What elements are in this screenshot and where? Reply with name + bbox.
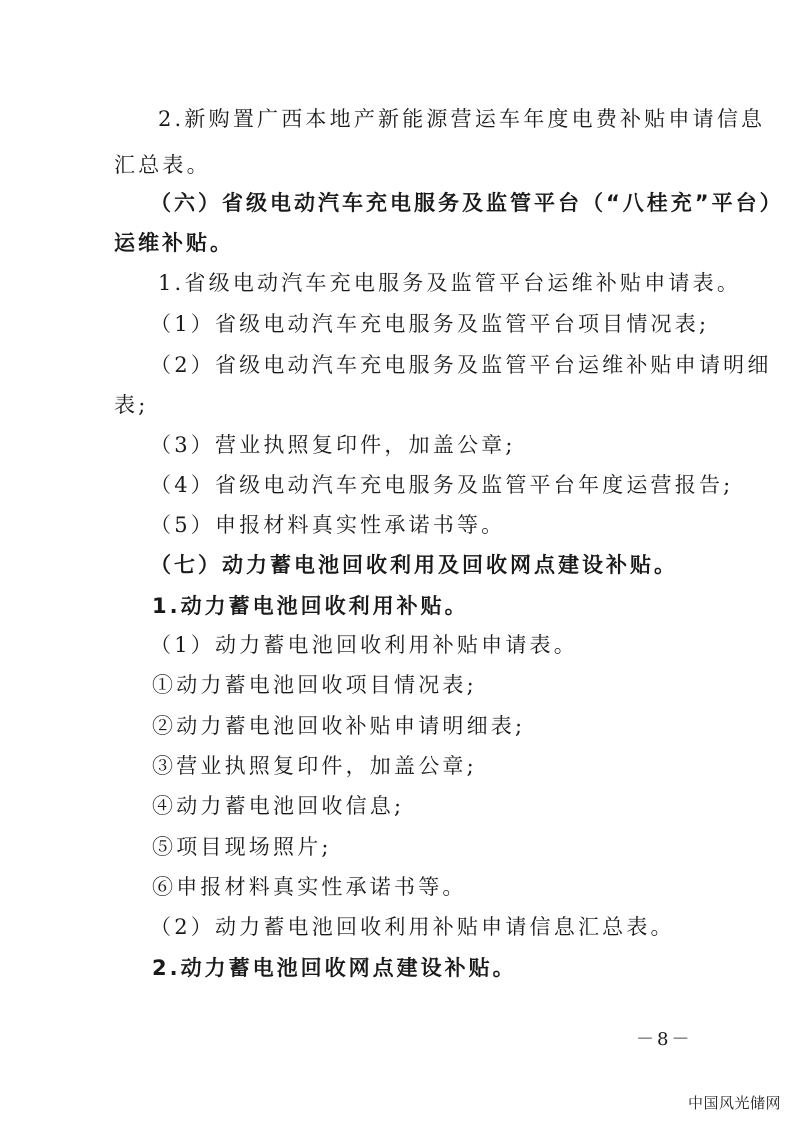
watermark: 中国风光储网	[688, 1094, 782, 1112]
text-line-6: （1）省级电动汽车充电服务及监管平台项目情况表;	[150, 312, 710, 336]
subheading-2: 2.动力蓄电池回收网点建设补贴。	[152, 956, 517, 980]
text-line-14: （1）动力蓄电池回收利用补贴申请表。	[150, 633, 578, 657]
text-line-19: ⑤项目现场照片;	[152, 835, 332, 859]
section-heading-7: （七）动力蓄电池回收利用及回收网点建设补贴。	[150, 553, 678, 577]
section-heading-6: （六）省级电动汽车充电服务及监管平台（“八桂充”平台）	[150, 191, 784, 215]
text-line-11: （5）申报材料真实性承诺书等。	[150, 513, 506, 537]
page-number: －8－	[636, 1029, 693, 1050]
text-line-15: ①动力蓄电池回收项目情况表;	[152, 673, 477, 697]
text-line-16: ②动力蓄电池回收补贴申请明细表;	[152, 714, 526, 738]
text-line-10: （4）省级电动汽车充电服务及监管平台年度运营报告;	[150, 473, 734, 497]
text-line-2: 汇总表。	[114, 153, 211, 177]
text-line-20: ⑥申报材料真实性承诺书等。	[152, 875, 467, 899]
text-line-21: （2）动力蓄电池回收利用补贴申请信息汇总表。	[150, 915, 675, 939]
subheading-1: 1.动力蓄电池回收利用补贴。	[152, 594, 469, 618]
text-line-17: ③营业执照复印件，加盖公章;	[152, 754, 477, 778]
text-line-18: ④动力蓄电池回收信息;	[152, 794, 405, 818]
text-line-1: 2.新购置广西本地产新能源营运车年度电费补贴申请信息	[158, 107, 766, 131]
text-line-8: 表;	[114, 393, 149, 417]
text-line-5: 1.省级电动汽车充电服务及监管平台运维补贴申请表。	[158, 271, 742, 295]
text-line-9: （3）营业执照复印件，加盖公章;	[150, 433, 516, 457]
section-heading-6-cont: 运维补贴。	[114, 231, 234, 255]
text-line-7: （2）省级电动汽车充电服务及监管平台运维补贴申请明细	[150, 353, 772, 377]
